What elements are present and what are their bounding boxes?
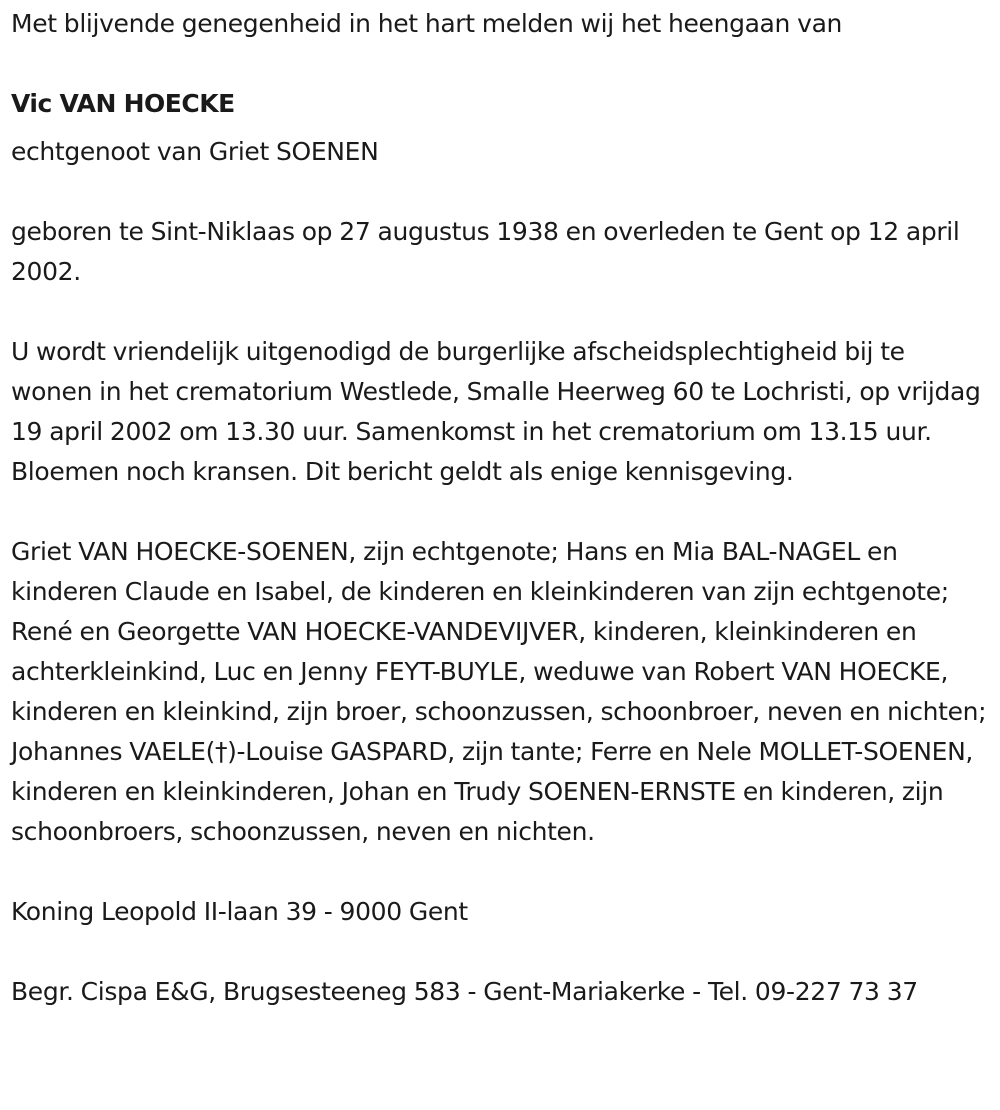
spouse-line: echtgenoot van Griet SOENEN (11, 137, 379, 166)
home-address: Koning Leopold II-laan 39 - 9000 Gent (11, 897, 468, 926)
deceased-name: Vic VAN HOECKE (11, 89, 235, 118)
birth-death-paragraph: geboren te Sint-Niklaas op 27 augustus 1938 en overleden te Gent op 12 april 2002. (11, 217, 960, 286)
undertaker-line: Begr. Cispa E&G, Brugsesteeneg 583 - Gent-Mariakerke - Tel. 09-227 73 37 (11, 977, 918, 1006)
family-paragraph: Griet VAN HOECKE-SOENEN, zijn echtgenote; Hans en Mia BAL-NAGEL en kinderen Claude en Isabel, de kinderen en kleinkinderen van zijn echtgenote; René en Georgette VAN HOECKE-VANDEVIJVER, kinderen, kleinkinderen en achterkleinkind, Luc en Jenny FEYT-BUYLE, weduwe van Robert VAN HOECKE, kinderen en kleinkind, zijn broer, schoonzussen, schoonbroer, neven en nichten; Johannes VAELE(†)-Louise GASPARD, zijn tante; Ferre en Nele MOLLET-SOENEN, kinderen en kleinkinderen, Johan en Trudy SOENEN-ERNSTE en kinderen, zijn schoonbroers, schoonzussen, neven en nichten. (11, 537, 987, 846)
ceremony-paragraph: U wordt vriendelijk uitgenodigd de burgerlijke afscheidsplechtigheid bij te wonen in het crematorium Westlede, Smalle Heerweg 60 te Lochristi, op vrijdag 19 april 2002 om 13.30 uur. Samenkomst in het crematorium om 13.15 uur. Bloemen noch kransen. Dit bericht geldt als enige kennisgeving. (11, 337, 981, 486)
intro-text: Met blijvende genegenheid in het hart melden wij het heengaan van (11, 9, 843, 38)
